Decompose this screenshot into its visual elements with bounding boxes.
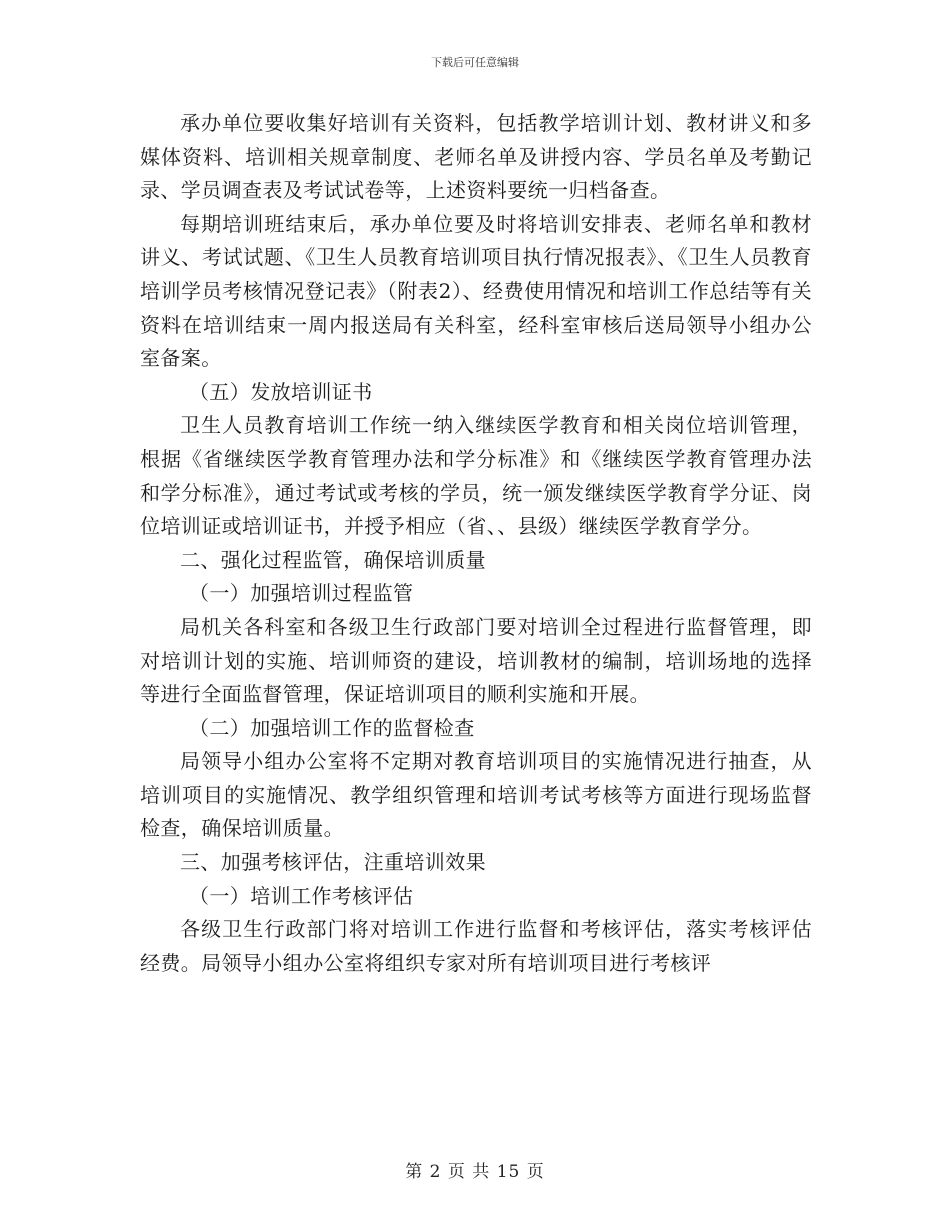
paragraph-report: 每期培训班结束后，承办单位要及时将培训安排表、老师名单和教材讲义、考试试题、《卫生人员教育培训项目执行情况报表》、《卫生人员教育培训学员考核情况登记表》（附表2）、经费使用情况和培训工作总结等有关资料在培训结束一周内报送局有关科室，经科室审核后送局领导小组办公室备案。 <box>140 211 812 371</box>
paragraph-certificates: 卫生人员教育培训工作统一纳入继续医学教育和相关岗位培训管理，根据《省继续医学教育管理办法和学分标准》和《继续医学教育管理办法和学分标准》，通过考试或考核的学员，统一颁发继续医学教育学分证、岗位培训证或培训证书，并授予相应（省、、县级）继续医学教育学分。 <box>140 413 812 539</box>
subheading-certificates: （五）发放培训证书 <box>189 379 373 404</box>
subheading-process-supervision: （一）加强培训过程监管 <box>189 581 414 606</box>
document-body <box>140 107 812 980</box>
subheading-inspection: （二）加强培训工作的监督检查 <box>189 715 475 740</box>
paragraph-materials: 承办单位要收集好培训有关资料，包括教学培训计划、教材讲义和多媒体资料、培训相关规章制度、老师名单及讲授内容、学员名单及考勤记录、学员调查表及考试试卷等，上述资料要统一归档备查。 <box>140 111 812 203</box>
paragraph-evaluation: 各级卫生行政部门将对培训工作进行监督和考核评估，落实考核评估经费。局领导小组办公室将组织专家对所有培训项目进行考核评 <box>140 917 812 975</box>
subheading-evaluation: （一）培训工作考核评估 <box>189 883 414 908</box>
section-heading-evaluation: 三、加强考核评估，注重培训效果 <box>180 850 486 875</box>
section-heading-supervision: 二、强化过程监管，确保培训质量 <box>180 547 486 572</box>
paragraph-inspection: 局领导小组办公室将不定期对教育培训项目的实施情况进行抽查，从培训项目的实施情况、教学组织管理和培训考试考核等方面进行现场监督检查，确保培训质量。 <box>140 749 812 841</box>
paragraph-process-supervision: 局机关各科室和各级卫生行政部门要对培训全过程进行监督管理，即对培训计划的实施、培训师资的建设，培训教材的编制，培训场地的选择等进行全面监督管理，保证培训项目的顺利实施和开展。 <box>140 614 812 707</box>
page-header: 下载后可任意编辑 <box>431 56 519 69</box>
page-number-footer: 第 2 页 共 15 页 <box>405 1162 545 1182</box>
